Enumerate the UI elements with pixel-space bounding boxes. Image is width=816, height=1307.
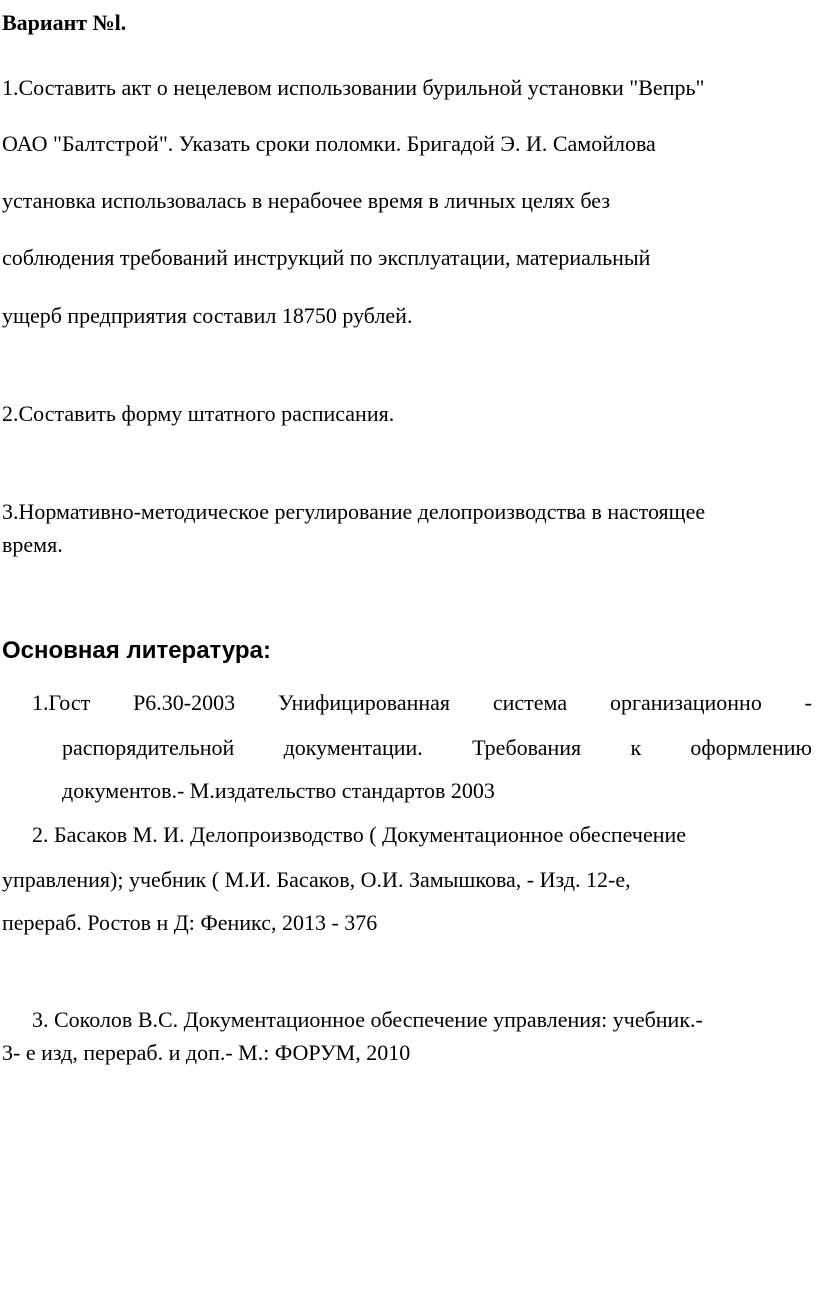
lit1-word: оформлению [690,735,812,760]
literature-item2-line-1: 2. Басаков М. И. Делопроизводство ( Документационное обеспечение [32,822,687,847]
literature-item3-line-1: 3. Соколов В.С. Документационное обеспечение управления: учебник.- [32,1007,703,1032]
literature-heading: Основная литература: [2,637,271,664]
lit1-word: 1.Гост [32,690,91,715]
lit1-word: Унифицированная [277,690,451,715]
literature-item2-line-2: управления); учебник ( М.И. Басаков, О.И. Замышкова, - Изд. 12-е, [2,867,631,892]
variant-title: Вариант №l. [2,10,127,35]
task1-line-1: 1.Составить акт о нецелевом использовании бурильной установки "Вепрь" [2,75,705,100]
task2-line: 2.Составить форму штатного расписания. [2,401,395,426]
literature-item2-line-3: перераб. Ростов н Д: Феникс, 2013 - 376 [2,910,378,935]
lit1-word: распорядительной [62,735,235,760]
literature-item1-line-2 [62,735,812,761]
task1-line-2: ОАО "Балтстрой". Указать сроки поломки. Бригадой Э. И. Самойлова [2,131,656,156]
literature-item1-line-1 [32,690,812,716]
lit1-word: Р6.30-2003 [133,690,236,715]
lit1-word: документации. [283,735,423,760]
lit1-word: организационно [609,690,762,715]
literature-item1-line-3: документов.- М.издательство стандартов 2003 [62,778,495,803]
task3-line-1: 3.Нормативно-методическое регулирование делопроизводства в настоящее [2,499,706,524]
literature-item3-line-2: 3- е изд, перераб. и доп.- М.: ФОРУМ, 2010 [2,1040,411,1065]
lit1-word: к [630,735,642,760]
task1-line-5: ущерб предприятия составил 18750 рублей. [2,303,413,328]
lit1-word: - [804,690,812,715]
task1-line-3: установка использовалась в нерабочее время в личных целях без [2,188,611,213]
lit1-word: система [492,690,568,715]
task1-line-4: соблюдения требований инструкций по эксплуатации, материальный [2,245,651,270]
task3-line-2: время. [2,532,63,557]
lit1-word: Требования [472,735,582,760]
